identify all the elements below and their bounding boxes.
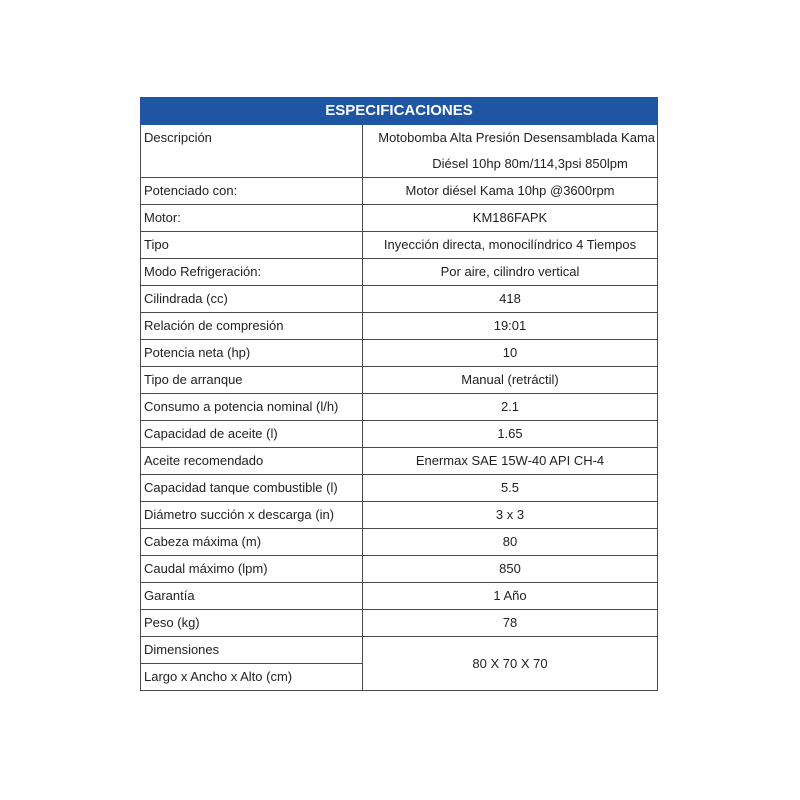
- row-value: 78: [363, 610, 658, 637]
- table-row: [141, 394, 658, 421]
- row-label: Consumo a potencia nominal (l/h): [141, 394, 363, 421]
- row-label: Caudal máximo (lpm): [141, 556, 363, 583]
- row-value: Enermax SAE 15W-40 API CH-4: [363, 448, 658, 475]
- table-row: [141, 448, 658, 475]
- table-row: [141, 259, 658, 286]
- row-label: Diámetro succión x descarga (in): [141, 502, 363, 529]
- table-row: [141, 610, 658, 637]
- row-label: Garantía: [141, 583, 363, 610]
- row-label: Capacidad tanque combustible (l): [141, 475, 363, 502]
- dimensions-label: Dimensiones: [141, 637, 363, 664]
- row-value: 5.5: [363, 475, 658, 502]
- row-label: Potencia neta (hp): [141, 340, 363, 367]
- row-value: Manual (retráctil): [363, 367, 658, 394]
- row-value: 10: [363, 340, 658, 367]
- table-row: [141, 583, 658, 610]
- dimensions-sublabel: Largo x Ancho x Alto (cm): [141, 664, 363, 691]
- row-label: Modo Refrigeración:: [141, 259, 363, 286]
- row-value: 80: [363, 529, 658, 556]
- row-value: 850: [363, 556, 658, 583]
- table-row: [141, 340, 658, 367]
- row-value: 1.65: [363, 421, 658, 448]
- table-row: [141, 286, 658, 313]
- table-row: [141, 421, 658, 448]
- description-line-2: Diésel 10hp 80m/114,3psi 850lpm: [432, 156, 628, 171]
- row-value: 19:01: [363, 313, 658, 340]
- row-label: Cilindrada (cc): [141, 286, 363, 313]
- table-row: [141, 502, 658, 529]
- row-value: Por aire, cilindro vertical: [363, 259, 658, 286]
- row-value: 418: [363, 286, 658, 313]
- row-label: Relación de compresión: [141, 313, 363, 340]
- specifications-table: [140, 97, 658, 691]
- row-value: 2.1: [363, 394, 658, 421]
- row-label: Cabeza máxima (m): [141, 529, 363, 556]
- table-row: [141, 556, 658, 583]
- row-label: Peso (kg): [141, 610, 363, 637]
- table-row: [141, 313, 658, 340]
- table-row: [141, 529, 658, 556]
- dimensions-value: 80 X 70 X 70: [363, 637, 658, 691]
- row-label: Motor:: [141, 205, 363, 232]
- row-value: KM186FAPK: [363, 205, 658, 232]
- table-row: [141, 205, 658, 232]
- row-label: Potenciado con:: [141, 178, 363, 205]
- table-row: [141, 178, 658, 205]
- row-value: Motor diésel Kama 10hp @3600rpm: [363, 178, 658, 205]
- row-label: Capacidad de aceite (l): [141, 421, 363, 448]
- table-header-row: [141, 98, 658, 125]
- row-label: Tipo de arranque: [141, 367, 363, 394]
- row-label: Tipo: [141, 232, 363, 259]
- row-label: Aceite recomendado: [141, 448, 363, 475]
- table-title: ESPECIFICACIONES: [141, 98, 658, 125]
- table-row: [141, 475, 658, 502]
- row-value: 3 x 3: [363, 502, 658, 529]
- table-row: [141, 125, 658, 178]
- row-value: 1 Año: [363, 583, 658, 610]
- row-value: [363, 125, 658, 178]
- table-row: [141, 367, 658, 394]
- description-line-1: Motobomba Alta Presión Desensamblada Kama: [378, 130, 655, 145]
- row-label: Descripción: [141, 125, 363, 178]
- table-row: [141, 637, 658, 664]
- row-value: Inyección directa, monocilíndrico 4 Tiempos: [363, 232, 658, 259]
- table-row: [141, 232, 658, 259]
